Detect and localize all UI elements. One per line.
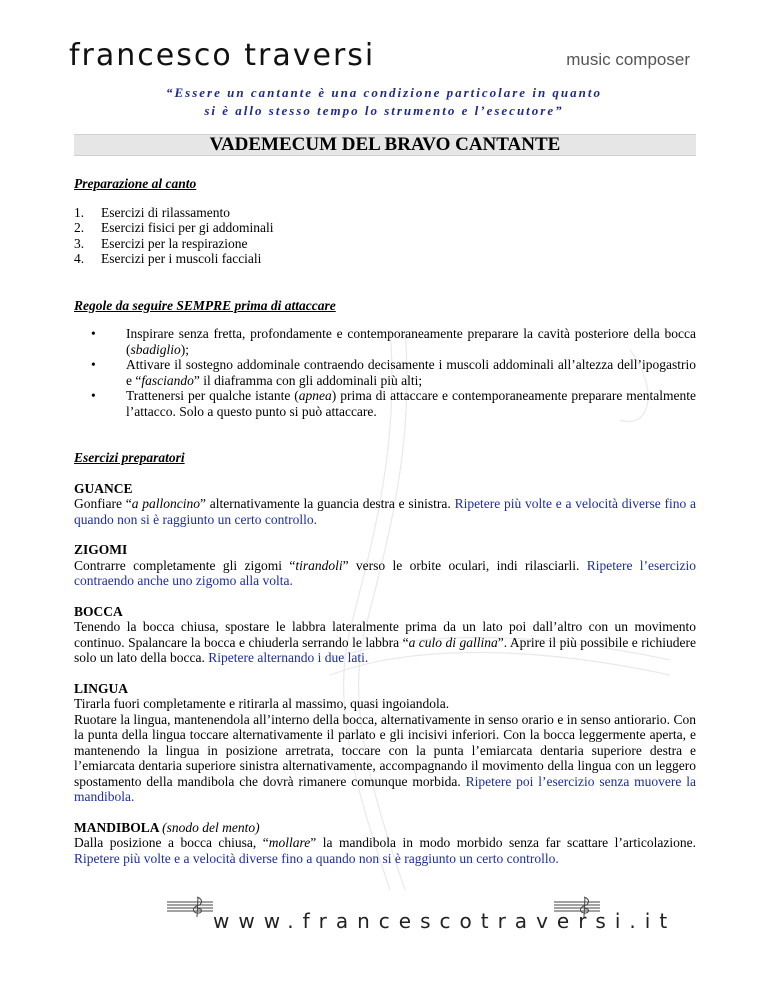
bullet-icon: •	[91, 326, 96, 341]
list-item: 3. Esercizi per la respirazione	[74, 235, 248, 251]
tagline: music composer	[566, 50, 690, 69]
quote-line-1: “Essere un cantante è una condizione particolare in quanto	[166, 85, 602, 100]
list-item: • Attivare il sostegno addominale contraendo decisamente i muscoli addominali all’altezza dell’ipogastrio e “fasciando” il diaframma con gli addominali più alti;	[91, 357, 696, 388]
bullet-icon: •	[91, 357, 96, 372]
preparazione-list	[74, 205, 696, 267]
list-item: 4. Esercizi per i muscoli facciali	[74, 251, 262, 266]
treble-clef-icon	[554, 896, 600, 918]
exercise-title-mandibola: MANDIBOLA (snodo del mento)	[74, 819, 260, 835]
document-body	[74, 176, 696, 866]
exercise-title-guance: GUANCE	[74, 480, 133, 496]
exercise-text-zigomi: Contrarre completamente gli zigomi “tirandoli” verso le orbite oculari, indi rilasciarli. Ripetere l’esercizio contraendo anche uno zigomo alla volta.	[74, 557, 696, 588]
page-title: VADEMECUM DEL BRAVO CANTANTE	[209, 134, 561, 155]
exercise-text-bocca: Tenendo la bocca chiusa, spostare le labbra lateralmente prima da un lato poi dall’altro con un movimento continuo. Spalancare la bocca e chiuderla serrando le labbra “a culo di gallina”. Aprire il più possibile e richiudere solo un lato della bocca. Ripetere alternando i due lati.	[74, 619, 696, 665]
exercise-text-lingua-1: Tirarla fuori completamente e ritirarla al massimo, quasi ingoiandola.	[74, 696, 450, 711]
exercise-title-lingua: LINGUA	[74, 680, 129, 696]
quote-line-2: si è allo stesso tempo lo strumento e l’esecutore”	[204, 103, 564, 118]
list-item: 2. Esercizi fisici per gi addominali	[74, 220, 274, 235]
section-heading-esercizi: Esercizi preparatori	[74, 450, 185, 465]
section-heading-preparazione: Preparazione al canto	[74, 176, 197, 191]
exercise-text-mandibola: Dalla posizione a bocca chiusa, “mollare” la mandibola in modo morbido senza far scattare l’articolazione. Ripetere più volte e a velocità diverse fino a quando non si è raggiunto un certo controllo.	[74, 835, 697, 866]
bullet-icon: •	[91, 388, 96, 403]
exercise-title-zigomi: ZIGOMI	[74, 542, 128, 557]
brand-logo: francesco traversi	[69, 38, 376, 73]
exercise-title-bocca: BOCCA	[74, 603, 123, 619]
list-item: • Trattenersi per qualche istante (apnea) prima di attaccare e contemporaneamente preparare mentalmente l’attacco. Solo a questo punto si può attaccare.	[91, 388, 696, 419]
section-heading-regole: Regole da seguire SEMPRE prima di attaccare	[74, 297, 336, 313]
exercise-text-lingua-2: Ruotare la lingua, mantenendola all’interno della bocca, alternativamente in senso orario e in senso antiorario. Con la punta della lingua toccare alternativamente il parlato e gli incisivi inferiori. Con la bocca leggermente aperta, e mantenendo la lingua in posizione arretrata, toccare con la punta l’emiarcata dentaria superiore destra e l’emiarcata dentaria superiore sinistra alternativamente, accompagnando il movimento della lingua con un leggero spostamento della mandibola che dovrà rimanere comunque morbida. Ripetere poi l’esercizio senza muovere la mandibola.	[74, 711, 696, 804]
list-item: • Inspirare senza fretta, profondamente e contemporaneamente preparare la cavità posteriore della bocca (sbadiglio);	[91, 326, 696, 357]
header-quote	[0, 84, 768, 120]
footer-website-link[interactable]: www.francescotraversi.it	[213, 909, 677, 933]
regole-list	[74, 326, 696, 419]
treble-clef-icon	[167, 896, 213, 918]
list-item: 1. Esercizi di rilassamento	[74, 204, 230, 220]
exercise-text-guance: Gonfiare “a palloncino” alternativamente la guancia destra e sinistra. Ripetere più volte e a velocità diverse fino a quando non si è raggiunto un certo controllo.	[74, 496, 697, 527]
